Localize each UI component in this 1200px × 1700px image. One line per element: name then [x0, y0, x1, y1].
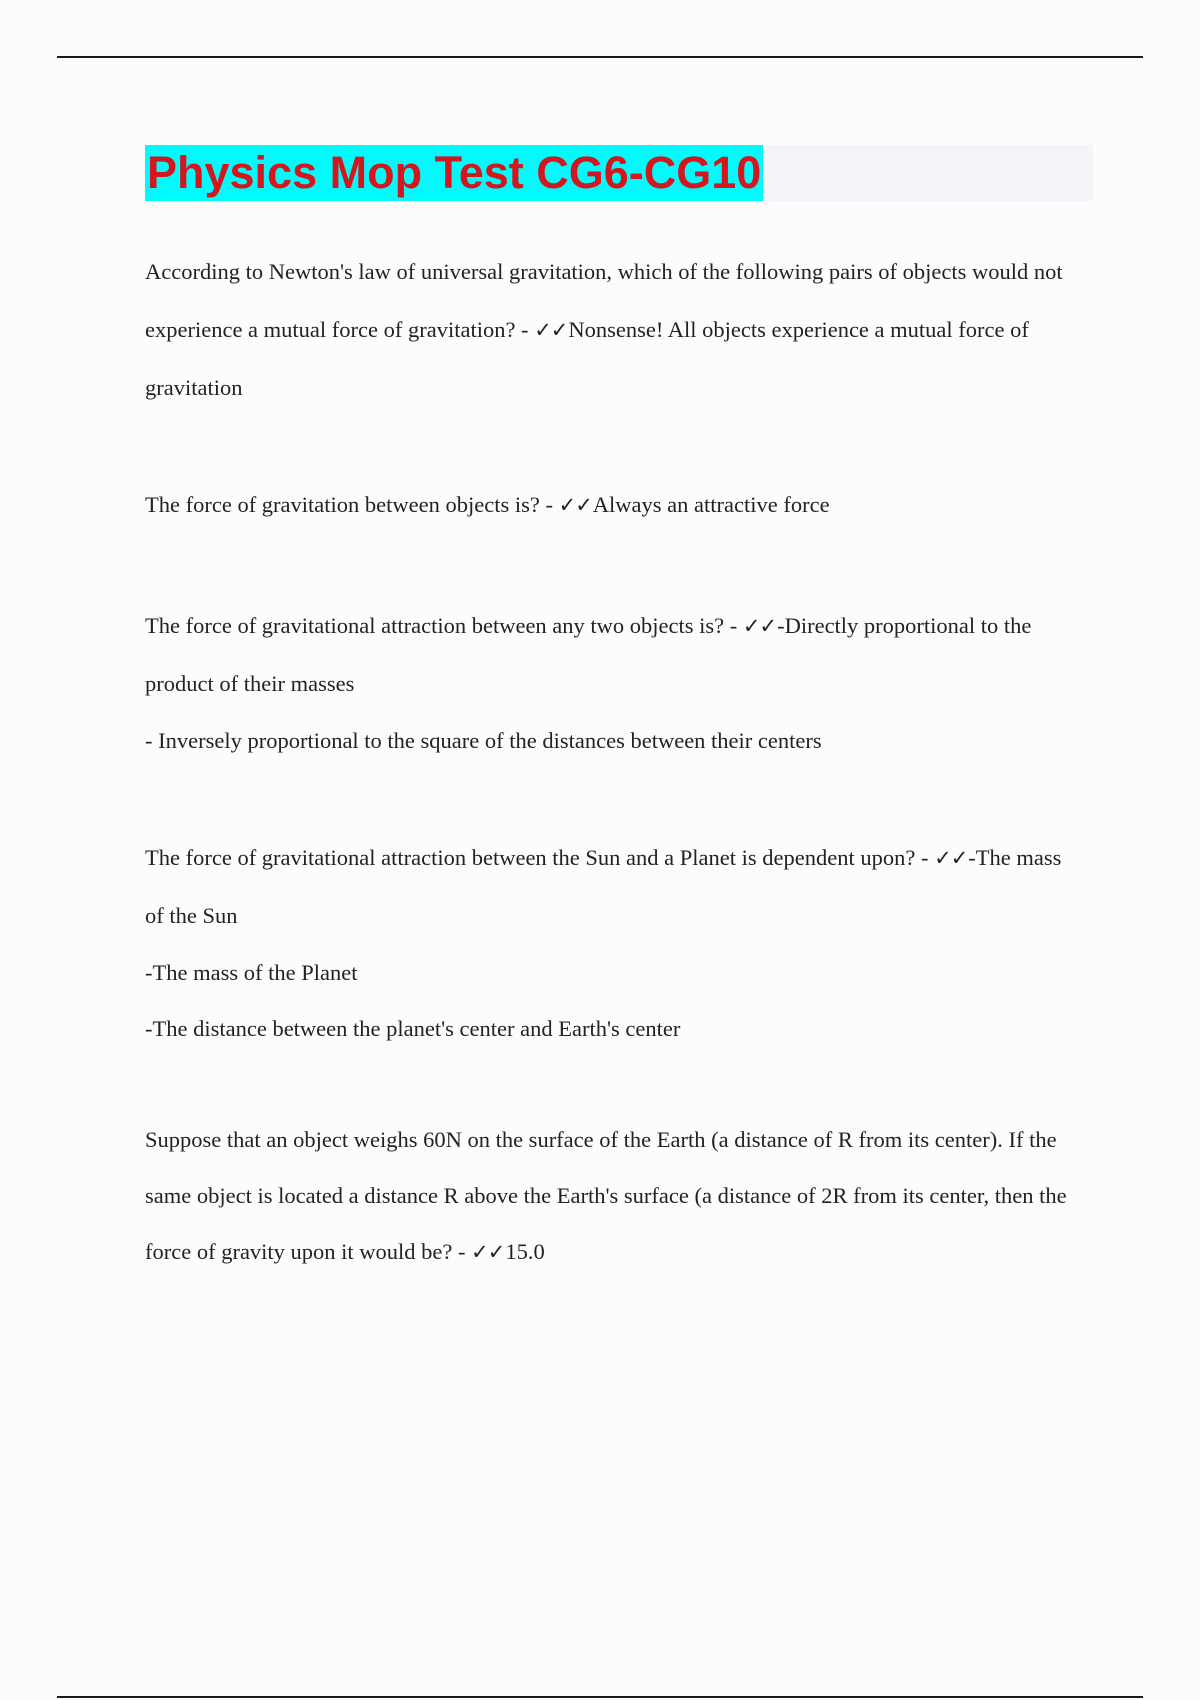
answer-text: Always an attractive force — [592, 492, 830, 517]
qa-item — [145, 597, 1085, 769]
double-check-icon: ✓✓ — [534, 318, 568, 342]
qa-item — [145, 829, 1085, 1057]
answer-text: -The mass of the Sun — [145, 845, 1062, 928]
document-title: Physics Mop Test CG6-CG10 — [145, 145, 763, 201]
answer-line: - Inversely proportional to the square of the distances between their centers — [145, 728, 822, 753]
question-text: Suppose that an object weighs 60N on the surface of the Earth (a distance of R from its center). If the same object is located a distance R above the Earth's surface (a distance of 2R from its center, then the force of gravity upon it would be? - — [145, 1127, 1067, 1264]
answer-text: 15.0 — [505, 1239, 545, 1264]
question-text: According to Newton's law of universal gravitation, which of the following pairs of objects would not experience a mutual force of gravitation? - — [145, 259, 1063, 342]
double-check-icon: ✓✓ — [558, 493, 592, 517]
double-check-icon: ✓✓ — [742, 614, 777, 638]
qa-item — [145, 1112, 1085, 1280]
question-text: The force of gravitational attraction between the Sun and a Planet is dependent upon? - — [145, 845, 935, 870]
answer-line: -The distance between the planet's center and Earth's center — [145, 1016, 681, 1041]
double-check-icon: ✓✓ — [471, 1240, 505, 1264]
top-rule — [57, 56, 1143, 58]
answer-line: -The mass of the Planet — [145, 960, 358, 985]
answer-text: Nonsense! All objects experience a mutual force of gravitation — [145, 317, 1029, 400]
bottom-rule — [57, 1696, 1143, 1698]
question-text: The force of gravitation between objects is? - — [145, 492, 559, 517]
question-text: The force of gravitational attraction between any two objects is? - — [145, 613, 743, 638]
qa-item — [145, 243, 1085, 417]
answer-text: -Directly proportional to the product of their masses — [145, 613, 1032, 696]
qa-item — [145, 476, 1085, 534]
double-check-icon: ✓✓ — [934, 846, 968, 870]
